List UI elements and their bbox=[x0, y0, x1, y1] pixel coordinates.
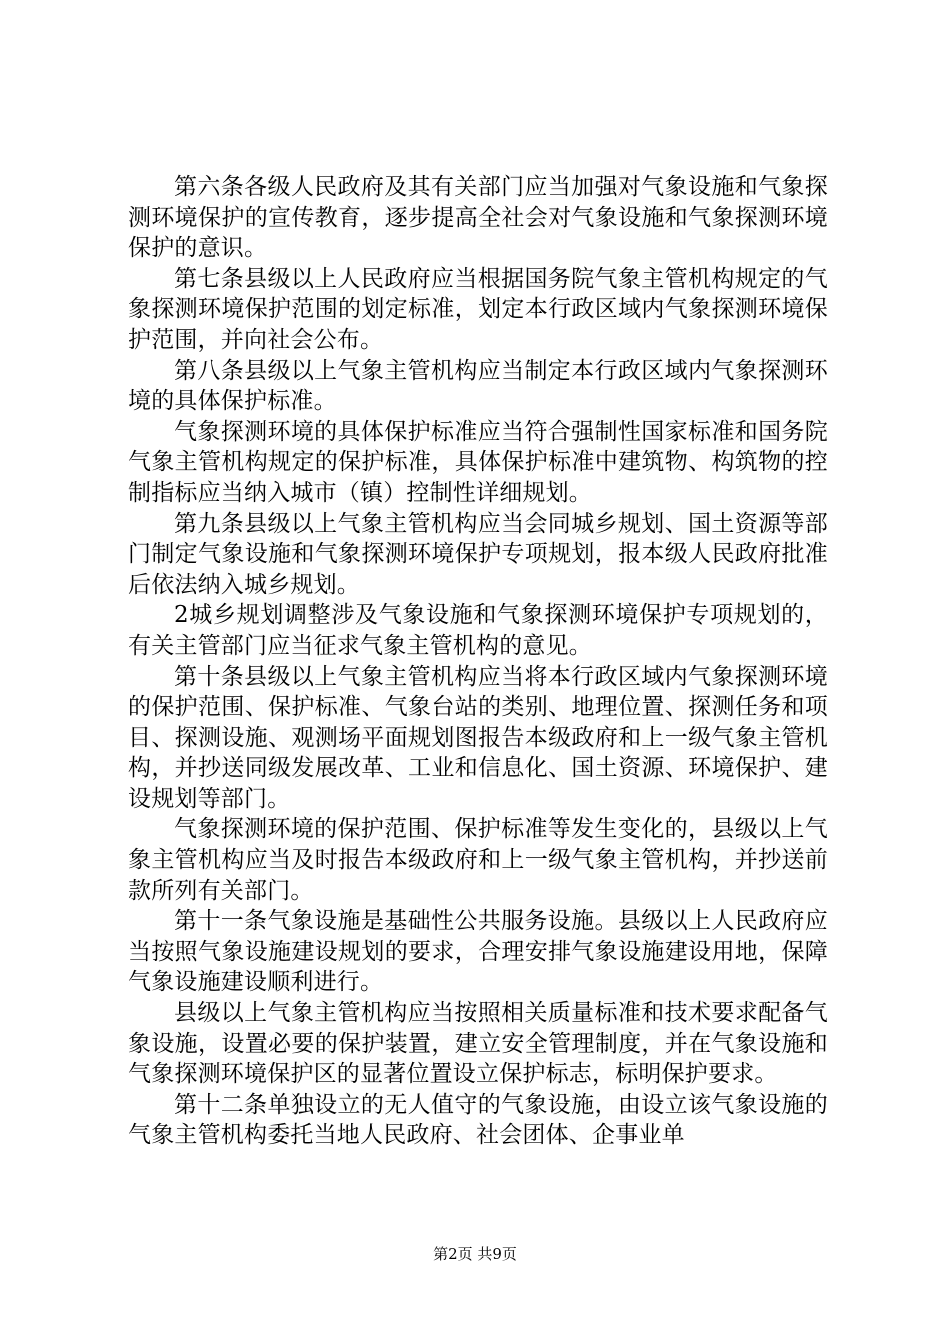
paragraph-article-10: 第十条县级以上气象主管机构应当将本行政区域内气象探测环境的保护范围、保护标准、气象台站的类别、地理位置、探测任务和项目、探测设施、观测场平面规划图报告本级政府和上一级气象主管机构，并抄送同级发展改革、工业和信息化、国土资源、环境保护、建设规划等部门。 bbox=[128, 663, 828, 812]
paragraph-article-9: 第九条县级以上气象主管机构应当会同城乡规划、国土资源等部门制定气象设施和气象探测环境保护专项规划，报本级人民政府批准后依法纳入城乡规划。 bbox=[128, 510, 828, 598]
page-footer: 第2页 共9页 bbox=[433, 1245, 517, 1263]
paragraph-article-9-item-2: 2城乡规划调整涉及气象设施和气象探测环境保护专项规划的，有关主管部门应当征求气象主管机构的意见。 bbox=[128, 602, 828, 659]
paragraph-article-12: 第十二条单独设立的无人值守的气象设施，由设立该气象设施的气象主管机构委托当地人民政府、社会团体、企事业单 bbox=[128, 1091, 828, 1149]
paragraph-article-6: 第六条各级人民政府及其有关部门应当加强对气象设施和气象探测环境保护的宣传教育，逐步提高全社会对气象设施和气象探测环境保护的意识。 bbox=[128, 174, 828, 262]
document-body bbox=[128, 172, 828, 1151]
paragraph-article-11: 第十一条气象设施是基础性公共服务设施。县级以上人民政府应当按照气象设施建设规划的要求，合理安排气象设施建设用地，保障气象设施建设顺利进行。 bbox=[128, 908, 828, 996]
paragraph-article-7: 第七条县级以上人民政府应当根据国务院气象主管机构规定的气象探测环境保护范围的划定标准，划定本行政区域内气象探测环境保护范围，并向社会公布。 bbox=[128, 265, 828, 353]
paragraph-article-11-detail: 县级以上气象主管机构应当按照相关质量标准和技术要求配备气象设施，设置必要的保护装置，建立安全管理制度，并在气象设施和气象探测环境保护区的显著位置设立保护标志，标明保护要求。 bbox=[128, 1000, 828, 1088]
paragraph-article-8-detail: 气象探测环境的具体保护标准应当符合强制性国家标准和国务院气象主管机构规定的保护标准，具体保护标准中建筑物、构筑物的控制指标应当纳入城市（镇）控制性详细规划。 bbox=[128, 418, 828, 506]
paragraph-article-10-detail: 气象探测环境的保护范围、保护标准等发生变化的，县级以上气象主管机构应当及时报告本级政府和上一级气象主管机构，并抄送前款所列有关部门。 bbox=[128, 816, 828, 904]
paragraph-article-8: 第八条县级以上气象主管机构应当制定本行政区域内气象探测环境的具体保护标准。 bbox=[128, 357, 828, 415]
